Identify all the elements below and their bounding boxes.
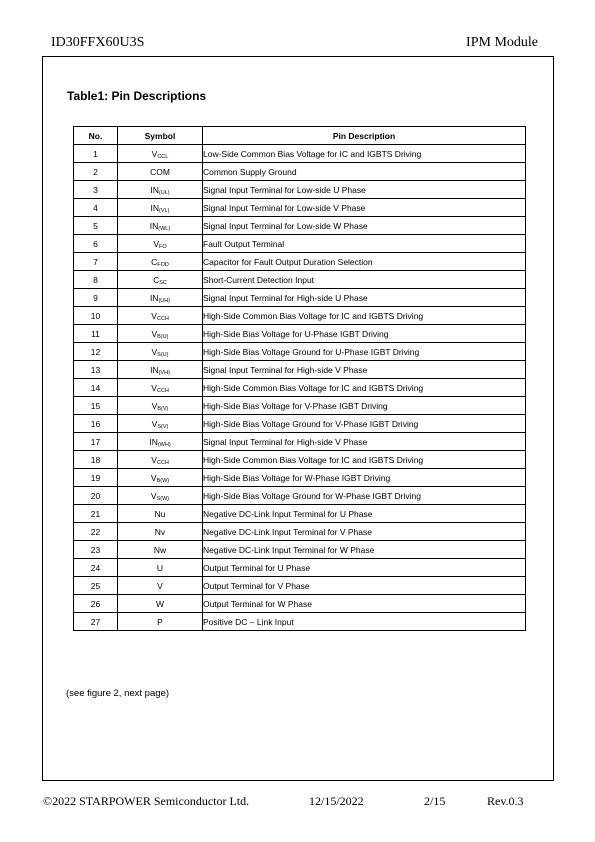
pin-description: High-Side Bias Voltage Ground for V-Phase IGBT Driving [203, 415, 526, 433]
pin-symbol-subscript: (WH) [157, 441, 171, 448]
pin-symbol [118, 523, 203, 541]
pin-number: 10 [74, 307, 118, 325]
pin-symbol [118, 487, 203, 505]
pin-symbol [118, 325, 203, 343]
pin-number: 22 [74, 523, 118, 541]
table-row [74, 325, 526, 343]
pin-symbol [118, 469, 203, 487]
pin-symbol-main: V [151, 346, 158, 357]
pin-number: 6 [74, 235, 118, 253]
pin-number: 23 [74, 541, 118, 559]
pin-symbol-subscript: CCH [156, 459, 169, 466]
pin-number: 15 [74, 397, 118, 415]
pin-description: Short-Current Detection Input [203, 271, 526, 289]
pin-symbol [118, 397, 203, 415]
pin-number: 16 [74, 415, 118, 433]
pin-symbol-subscript: B(W) [156, 477, 170, 484]
pin-description: Output Terminal for W Phase [203, 595, 526, 613]
pin-symbol [118, 217, 203, 235]
pin-number: 4 [74, 199, 118, 217]
table-row [74, 451, 526, 469]
pin-symbol-subscript: FO [159, 243, 167, 250]
pin-symbol-main: V [151, 400, 158, 411]
table-row [74, 235, 526, 253]
table-row [74, 361, 526, 379]
table-row [74, 181, 526, 199]
pin-symbol-main: IN [149, 436, 158, 447]
pin-number: 1 [74, 145, 118, 163]
pin-symbol-main: V [150, 472, 157, 483]
pin-number: 12 [74, 343, 118, 361]
table-row [74, 289, 526, 307]
pin-symbol-main: IN [149, 220, 159, 231]
pin-symbol-subscript: (UH) [158, 297, 171, 304]
pin-number: 24 [74, 559, 118, 577]
table-header-row [74, 127, 526, 145]
pin-symbol-subscript: S(W) [156, 495, 170, 502]
pin-description: Output Terminal for V Phase [203, 577, 526, 595]
pin-symbol-main: V [153, 238, 160, 249]
pin-symbol-main: U [156, 562, 164, 573]
column-header-no: No. [74, 127, 118, 145]
pin-description: Low-Side Common Bias Voltage for IC and IGBTS Driving [203, 145, 526, 163]
pin-symbol-subscript: (UL) [158, 189, 170, 196]
pin-symbol [118, 163, 203, 181]
table-row [74, 433, 526, 451]
pin-symbol-subscript: FOD [157, 261, 169, 268]
pin-symbol-main: IN [150, 364, 159, 375]
table-row [74, 271, 526, 289]
table-row [74, 199, 526, 217]
pin-symbol [118, 433, 203, 451]
pin-symbol-subscript: CCH [156, 387, 169, 394]
pin-symbol-subscript: CCH [156, 315, 169, 322]
pin-symbol-subscript: SC [159, 279, 167, 286]
table-row [74, 505, 526, 523]
pin-description: Positive DC – Link Input [203, 613, 526, 631]
pin-symbol [118, 235, 203, 253]
pin-description: Negative DC-Link Input Terminal for U Phase [203, 505, 526, 523]
pin-number: 5 [74, 217, 118, 235]
pin-symbol-main: Nw [153, 544, 167, 555]
pin-symbol [118, 181, 203, 199]
table-row [74, 577, 526, 595]
pin-symbol-main: IN [149, 292, 159, 303]
pin-symbol [118, 271, 203, 289]
pin-symbol-subscript: S(V) [157, 423, 169, 430]
pin-symbol [118, 307, 203, 325]
footer-page-number: 2/15 [424, 794, 446, 808]
figure-note: (see figure 2, next page) [66, 688, 169, 699]
pin-number: 19 [74, 469, 118, 487]
footer-date: 12/15/2022 [309, 794, 364, 808]
pin-symbol-subscript: CCL [157, 153, 169, 160]
pin-number: 17 [74, 433, 118, 451]
pin-symbol-main: V [151, 148, 158, 159]
column-header-description: Pin Description [203, 127, 526, 145]
pin-symbol [118, 253, 203, 271]
pin-symbol-main: W [155, 598, 165, 609]
pin-description: Signal Input Terminal for Low-side U Phase [203, 181, 526, 199]
pin-description: Fault Output Terminal [203, 235, 526, 253]
pin-number: 27 [74, 613, 118, 631]
pin-symbol [118, 145, 203, 163]
pin-description: Signal Input Terminal for High-side V Phase [203, 433, 526, 451]
pin-symbol-main: V [151, 454, 157, 465]
pin-symbol [118, 577, 203, 595]
column-header-symbol: Symbol [118, 127, 203, 145]
pin-number: 21 [74, 505, 118, 523]
pin-number: 25 [74, 577, 118, 595]
pin-description: High-Side Bias Voltage for U-Phase IGBT Driving [203, 325, 526, 343]
table-row [74, 253, 526, 271]
pin-description: High-Side Common Bias Voltage for IC and IGBTS Driving [203, 307, 526, 325]
pin-symbol-main: IN [150, 184, 159, 195]
pin-number: 26 [74, 595, 118, 613]
header-doc-type: IPM Module [466, 35, 538, 50]
pin-number: 13 [74, 361, 118, 379]
pin-description: Signal Input Terminal for Low-side V Phase [203, 199, 526, 217]
pin-description: Common Supply Ground [203, 163, 526, 181]
table-row [74, 307, 526, 325]
pin-symbol-main: V [157, 580, 163, 591]
pin-symbol [118, 343, 203, 361]
pin-symbol-main: C [153, 274, 160, 285]
pin-symbol-subscript: (VL) [159, 207, 170, 214]
table-row [74, 415, 526, 433]
pin-symbol [118, 613, 203, 631]
pin-description-table [73, 126, 526, 631]
pin-number: 7 [74, 253, 118, 271]
pin-symbol [118, 361, 203, 379]
table-body [74, 145, 526, 631]
pin-symbol [118, 199, 203, 217]
table-row [74, 397, 526, 415]
pin-symbol [118, 379, 203, 397]
pin-symbol-main: V [151, 382, 157, 393]
pin-symbol-main: Nu [154, 508, 166, 519]
pin-number: 8 [74, 271, 118, 289]
table-row [74, 343, 526, 361]
pin-symbol [118, 415, 203, 433]
pin-symbol-subscript: (WL) [158, 225, 171, 232]
pin-description: High-Side Bias Voltage Ground for U-Phase IGBT Driving [203, 343, 526, 361]
pin-description: High-Side Bias Voltage Ground for W-Phase IGBT Driving [203, 487, 526, 505]
pin-number: 9 [74, 289, 118, 307]
pin-symbol [118, 595, 203, 613]
pin-description: Output Terminal for U Phase [203, 559, 526, 577]
pin-symbol-subscript: (VH) [158, 369, 170, 376]
table-row [74, 613, 526, 631]
pin-symbol-main: V [151, 418, 158, 429]
table-row [74, 541, 526, 559]
pin-symbol-subscript: B(V) [157, 405, 169, 412]
table-row [74, 595, 526, 613]
table-title: Table1: Pin Descriptions [67, 89, 207, 103]
table-row [74, 523, 526, 541]
pin-description: Signal Input Terminal for High-side V Phase [203, 361, 526, 379]
pin-symbol-main: V [151, 310, 157, 321]
pin-symbol-main: P [157, 616, 163, 627]
pin-symbol-main: Nv [154, 526, 166, 537]
pin-description: Signal Input Terminal for High-side U Phase [203, 289, 526, 307]
table-row [74, 379, 526, 397]
pin-symbol [118, 451, 203, 469]
pin-number: 18 [74, 451, 118, 469]
pin-description: High-Side Common Bias Voltage for IC and IGBTS Driving [203, 451, 526, 469]
footer-revision: Rev.0.3 [487, 794, 524, 808]
pin-number: 3 [74, 181, 118, 199]
pin-description: High-Side Bias Voltage for V-Phase IGBT Driving [203, 397, 526, 415]
pin-number: 14 [74, 379, 118, 397]
pin-symbol [118, 559, 203, 577]
pin-description: High-Side Common Bias Voltage for IC and IGBTS Driving [203, 379, 526, 397]
footer-copyright: ©2022 STARPOWER Semiconductor Ltd. [43, 794, 250, 808]
table-row [74, 163, 526, 181]
pin-symbol-main: IN [150, 202, 160, 213]
pin-symbol [118, 505, 203, 523]
pin-number: 2 [74, 163, 118, 181]
table-row [74, 559, 526, 577]
table-row [74, 469, 526, 487]
pin-description: Negative DC-Link Input Terminal for V Phase [203, 523, 526, 541]
pin-description: Capacitor for Fault Output Duration Selection [203, 253, 526, 271]
table-row [74, 217, 526, 235]
pin-symbol [118, 541, 203, 559]
pin-number: 20 [74, 487, 118, 505]
pin-symbol-main: V [151, 328, 158, 339]
pin-symbol-main: COM [150, 166, 170, 177]
pin-symbol [118, 289, 203, 307]
pin-symbol-main: V [150, 490, 157, 501]
pin-description: Negative DC-Link Input Terminal for W Phase [203, 541, 526, 559]
table-row [74, 487, 526, 505]
table-row [74, 145, 526, 163]
header-part-number: ID30FFX60U3S [51, 35, 145, 50]
pin-description: Signal Input Terminal for Low-side W Phase [203, 217, 526, 235]
pin-symbol-main: C [151, 256, 158, 267]
pin-symbol-subscript: S(U) [157, 351, 169, 358]
pin-description: High-Side Bias Voltage for W-Phase IGBT Driving [203, 469, 526, 487]
pin-symbol-subscript: B(U) [157, 333, 169, 340]
pin-number: 11 [74, 325, 118, 343]
